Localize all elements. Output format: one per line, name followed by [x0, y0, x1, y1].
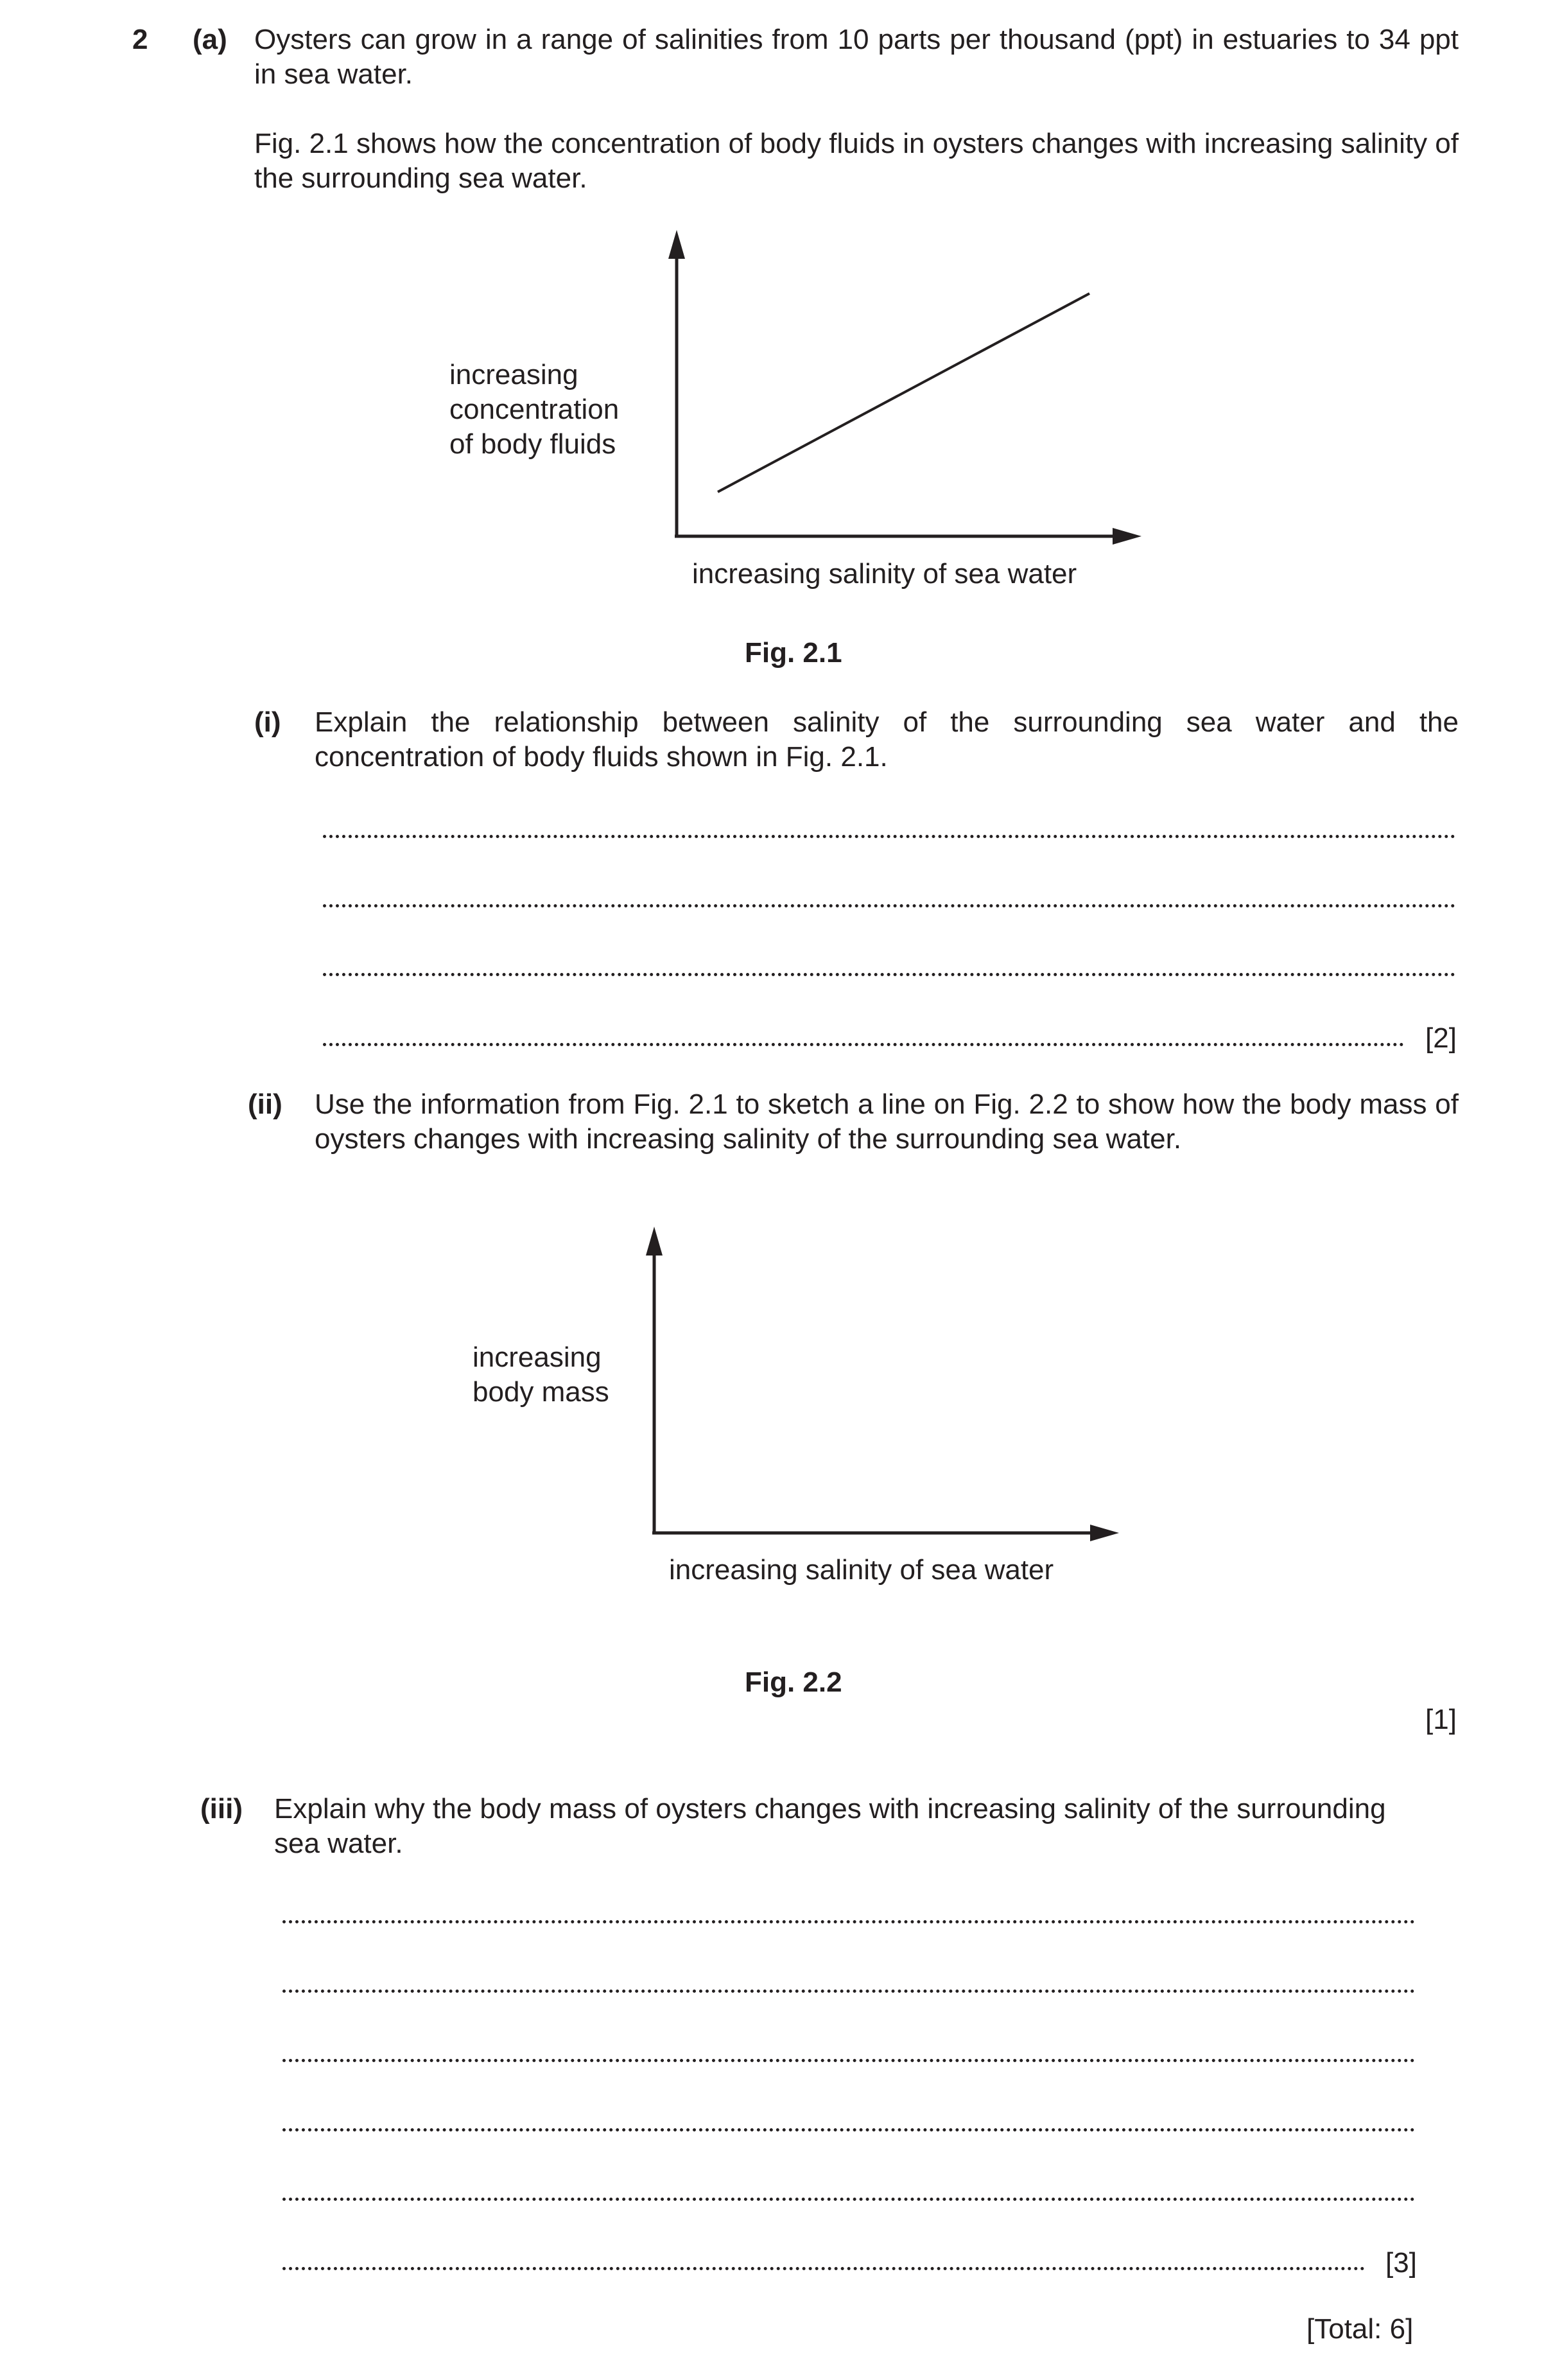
intro-text-1: Oysters can grow in a range of salinities from 10 parts per thousand (ppt) in estuaries to 34 ppt in sea water.	[254, 24, 1459, 90]
part-iii-marks: [3]	[1385, 2247, 1417, 2279]
fig2-x-label: increasing salinity of sea water	[669, 1554, 1054, 1586]
part-i-marks: [2]	[1425, 1022, 1457, 1054]
part-a-label: (a)	[193, 24, 227, 55]
answer-line-iii-1[interactable]	[282, 1920, 1415, 1923]
part-i-label: (i)	[254, 706, 281, 738]
part-iii-label: (iii)	[200, 1793, 243, 1824]
part-i-text: Explain the relationship between salinity of the surrounding sea water and the concentration of body fluids shown in Fig. 2.1.	[315, 706, 1459, 773]
fig2-y-arrowhead	[646, 1227, 663, 1256]
answer-line-iii-3[interactable]	[282, 2059, 1415, 2062]
question-number: 2	[132, 24, 148, 55]
answer-line-iii-2[interactable]	[282, 1990, 1415, 1993]
fig1-x-label: increasing salinity of sea water	[692, 558, 1077, 590]
part-ii-label: (ii)	[248, 1089, 282, 1120]
fig1-y-label-line-1: increasing	[449, 359, 578, 390]
fig2-y-label-line-1: increasing	[473, 1342, 602, 1373]
answer-line-iii-5[interactable]	[282, 2198, 1415, 2201]
intro-text-2: Fig. 2.1 shows how the concentration of body fluids in oysters changes with increasing salinity of the surrounding sea water.	[254, 128, 1459, 194]
fig1-y-label-line-3: of body fluids	[449, 428, 616, 460]
fig1-y-label-line-2: concentration	[449, 394, 620, 425]
total-marks: [Total: 6]	[1306, 2313, 1414, 2345]
fig2-x-arrowhead	[1090, 1525, 1119, 1541]
answer-line-iii-4[interactable]	[282, 2128, 1415, 2131]
part-iii-text: Explain why the body mass of oysters changes with increasing salinity of the surrounding sea water.	[274, 1793, 1386, 1859]
fig2-y-label-line-2: body mass	[473, 1376, 609, 1408]
part-ii-text: Use the information from Fig. 2.1 to sketch a line on Fig. 2.2 to show how the body mass of oysters changes with increasing salinity of the surrounding sea water.	[315, 1089, 1459, 1155]
part-ii-marks: [1]	[1425, 1704, 1457, 1735]
fig2-caption: Fig. 2.2	[745, 1667, 842, 1698]
answer-line-iii-6[interactable]	[282, 2267, 1365, 2270]
fig1-caption: Fig. 2.1	[745, 637, 842, 669]
